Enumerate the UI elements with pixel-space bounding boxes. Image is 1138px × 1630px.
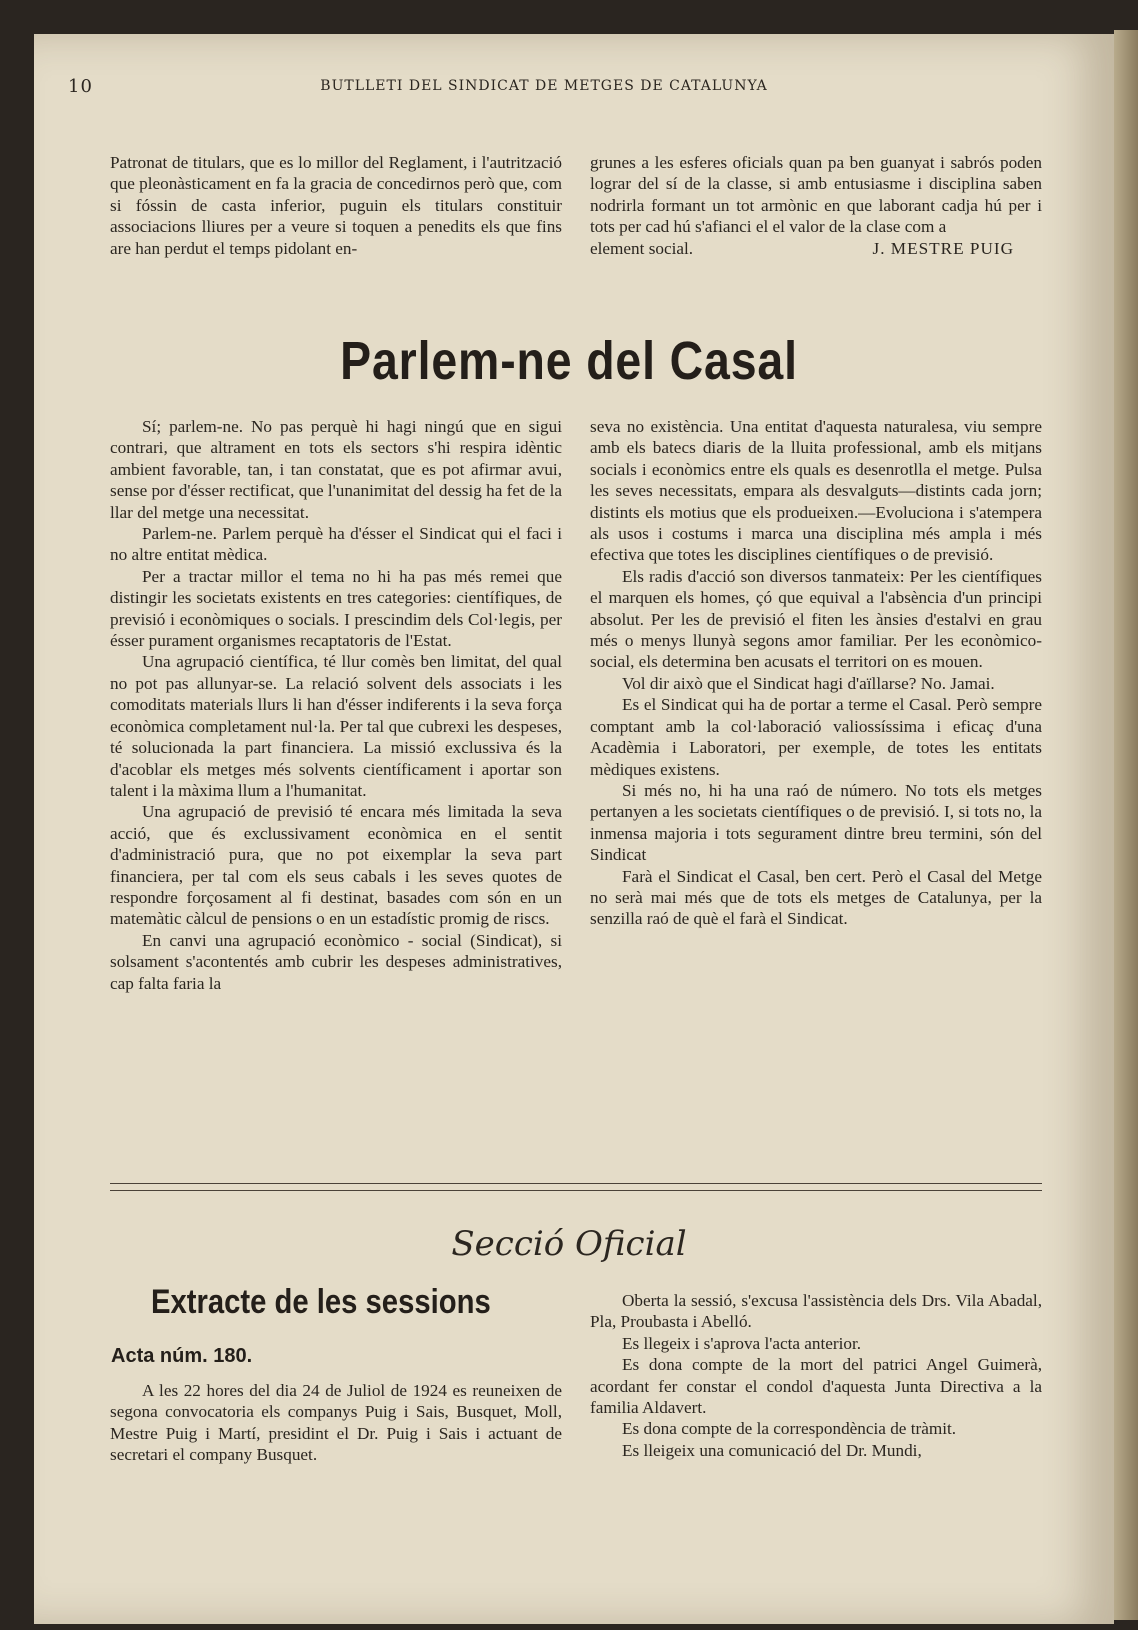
article-paragraph: Per a tractar millor el tema no hi ha pas més remei que distingir les societats existents en tres categories: científiques, de previsió i econòmiques o socials. I prescindim dels Col·legis, per ésser purament organismes recaptatoris de l'Estat.	[110, 566, 562, 651]
section-title: Secció Oficial	[451, 1224, 687, 1264]
page-edge	[1114, 30, 1138, 1620]
article-left-column	[110, 416, 562, 994]
article-paragraph: Els radis d'acció son diversos tanmateix: Per les científiques el marquen els homes, çó que equival a l'absència d'un principi absolut. Per les de previsió el fiten les ànsies d'estalvi en grau més o menys llunyà segons amor familiar. Per les econòmico-social, els determina ben acusats el territori on es mouen.	[590, 566, 1042, 672]
page-number: 10	[68, 76, 93, 97]
act-number: Acta núm. 180.	[111, 1345, 253, 1367]
article-headline: Parlem-ne del Casal	[340, 331, 798, 391]
article-paragraph: Parlem-ne. Parlem perquè ha d'ésser el Sindicat qui el faci i no altre entitat mèdica.	[110, 524, 562, 565]
article-paragraph: En canvi una agrupació econòmico - social (Sindicat), si solsament s'acontentés amb cubrir les despeses administratives, cap falta faria la	[110, 930, 562, 993]
minutes-paragraph: Oberta la sessió, s'excusa l'assistència dels Drs. Vila Abadal, Pla, Proubasta i Abelló.	[590, 1291, 1042, 1332]
minutes-paragraph: Es dona compte de la correspondència de tràmit.	[622, 1419, 957, 1439]
section-left-column	[110, 1380, 562, 1466]
author-signature: J. MESTRE PUIG	[872, 238, 1014, 258]
article-paragraph: Farà el Sindicat el Casal, ben cert. Però el Casal del Metge no serà mai més que de tots els metges de Catalunya, per la senzilla raó de què el farà el Sindicat.	[590, 866, 1042, 929]
article-paragraph: Vol dir això que el Sindicat hagi d'aïllarse? No. Jamai.	[622, 673, 995, 693]
minutes-paragraph: Es lleigeix una comunicació del Dr. Mundi,	[622, 1440, 922, 1460]
article-paragraph: Sí; parlem-ne. No pas perquè hi hagi ningú que en sigui contrari, que altrament en tots els sectors s'hi respira idèntic ambient favorable, tan, i tan constatat, que es pot afirmar avui, sense por d'ésser rectificat, que l'unanimitat del dessig ha fet de la llar del metge una necessitat.	[110, 417, 562, 522]
signature-line	[590, 238, 1042, 259]
top-left-column	[110, 152, 562, 259]
top-right-text: grunes a les esferes oficials quan pa ben guanyat i sabrós poden lograr del sí de la classe, si amb entusiasme i disciplina saben nodrirla formant un tot armònic en que laborant cadja hú per i tots per cad hú s'afianci el el valor de la clase com a	[590, 153, 1042, 237]
top-right-last: element social.	[590, 238, 694, 258]
section-divider-top	[110, 1183, 1042, 1184]
top-right-column	[590, 152, 1042, 259]
top-left-text: Patronat de titulars, que es lo millor del Reglament, i l'autrització que pleonàsticament en fa la gracia de concedirnos però que, com si fóssin de casta inferior, puguin els titulars constituir associacions lliures per a veure si toquen a penedits els que fins are han perdut el temps pidolant en-	[110, 153, 562, 258]
running-header	[68, 76, 1020, 100]
minutes-paragraph: Es llegeix i s'aprova l'acta anterior.	[622, 1333, 862, 1353]
article-paragraph: seva no existència. Una entitat d'aquesta naturalesa, viu sempre amb els batecs diaris de la lluita professional, amb els mitjans socials i econòmics entre els quals es desenrotlla el metge. Pulsa les seves necessitats, empara als desvalguts—distints cada jorn; distints els motius que els produeixen.—Evoluciona i s'atempera als usos i costums i marca una disciplina més ampla i més efectiva que totes les disciplines científiques o de previsió.	[590, 417, 1042, 565]
article-paragraph: Es el Sindicat qui ha de portar a terme el Casal. Però sempre comptant amb la col·laboració valiossíssima i eficaç d'una Acadèmia i Laboratori, per exemple, de totes les entitats mèdiques existens.	[590, 695, 1042, 779]
article-paragraph: Si més no, hi ha una raó de número. No tots els metges pertanyen a les societats científiques o de previsió. I, si tots no, la inmensa majoria i tots segurament dintre breu termini, són del Sindicat	[590, 780, 1042, 865]
article-paragraph: Una agrupació científica, té llur comès ben limitat, del qual no pot pas allunyar-se. La relació solvent dels associats i les comoditats materials llurs li han d'ésser indiferents i la seva força econòmica completament nul·la. Per tal que cubrexi les despeses, té solucionada la part financiera. La missió exclussiva és la d'acoblar els metges més solvents científicament i aportar son talent i la màxima llum a l'humanitat.	[110, 652, 562, 800]
section-right-column	[590, 1290, 1042, 1461]
article-right-column	[590, 416, 1042, 930]
minutes-paragraph: Es dona compte de la mort del patrici Angel Guimerà, acordant fer constar el condol d'aquesta Junta Directiva a la familia Aldavert.	[590, 1355, 1042, 1418]
section-subtitle: Extracte de les sessions	[151, 1283, 491, 1321]
minutes-paragraph: A les 22 hores del dia 24 de Juliol de 1924 es reuneixen de segona convocatoria els companys Puig i Sais, Busquet, Moll, Mestre Puig i Martí, presidint el Dr. Puig i Sais i actuant de secretari el company Busquet.	[110, 1381, 562, 1465]
article-paragraph: Una agrupació de previsió té encara més limitada la seva acció, que és exclussivament econòmica en el sentit d'administració pura, que no pot eixemplar la seva part financiera, per tal com els seus cabals i les seves quotes de respondre forçosament al fi destinat, basades com són en un matemàtic càlcul de pensions o en un estadístic promig de riscs.	[110, 802, 562, 929]
journal-title: BUTLLETI DEL SINDICAT DE METGES DE CATALUNYA	[320, 78, 768, 94]
section-divider-bottom	[110, 1190, 1042, 1191]
